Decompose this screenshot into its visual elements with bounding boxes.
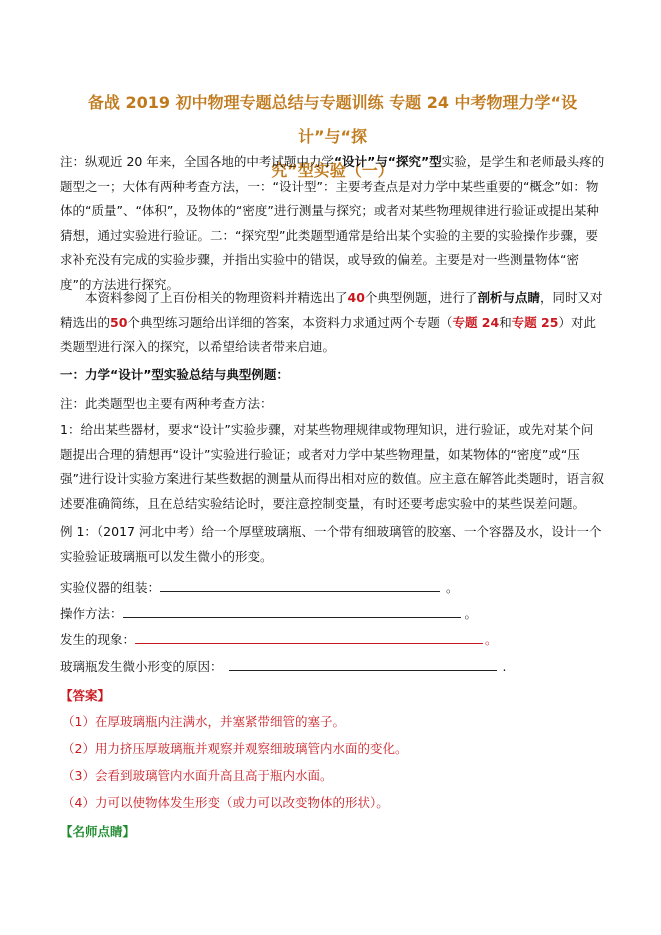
fill-phenomenon xyxy=(60,630,498,650)
fill-assembly-end: 。 xyxy=(446,580,459,595)
title-line-2: 究”型实验（一） xyxy=(271,161,394,180)
answer-tag: 【答案】 xyxy=(60,688,111,703)
count-40: 40 xyxy=(347,290,365,305)
answer-2: （2）用力挤压厚玻璃瓶并观察并观察细玻璃管内水面的变化。 xyxy=(62,741,408,756)
fill-reason-blank[interactable] xyxy=(229,658,497,671)
analysis-bold: 剖析与点睛 xyxy=(477,290,540,305)
fill-operation-blank[interactable] xyxy=(123,605,461,618)
overview-text-2: 个典型例题，进行了 xyxy=(364,290,478,305)
overview-text-4: 个典型练习题给出详细的答案，本资料力求通过两个专题（ xyxy=(127,314,453,330)
intro-text-prefix: 注：纵观近 20 年来，全国各地的中考试题中力学 xyxy=(60,154,334,169)
fill-operation xyxy=(60,604,477,624)
fill-assembly-blank[interactable] xyxy=(160,579,440,592)
fill-assembly-label: 实验仪器的组装： xyxy=(60,580,161,595)
intro-text-rest: 实验，是学生和老师最头疼的题型之一；大体有两种考查方法，一：“设计型”：主要考查点是对力学中某些重要的“概念”如：物体的“质量”、“体积”，及物体的“密度”进行测量与探究；或者对某些物理规律进行验证或提出某种猜想，通过实验进行验证。二：“探究型”此类题型通常是给出某个实验的主要的实验操作步骤，要求补充没有完成的实验步骤，并指出实验中的错误，或导致的偏差。主要是对一些测量物体“密度”的方法进行探究。 xyxy=(60,154,605,292)
fill-operation-label: 操作方法： xyxy=(60,606,123,621)
topic-24: 专题 24 xyxy=(452,314,500,330)
overview-paragraph xyxy=(60,286,605,360)
example-1: 例 1：（2017 河北中考）给一个厚壁玻璃瓶、一个带有细玻璃管的胶塞、一个容器及水，设计一个实验验证玻璃瓶可以发生微小的形变。 xyxy=(60,524,602,564)
title-line-1: 备战 2019 初中物理专题总结与专题训练 专题 24 中考物理力学“设计”与“探 xyxy=(87,93,578,146)
answer-3: （3）会看到玻璃管内水面升高且高于瓶内水面。 xyxy=(62,768,333,783)
count-50: 50 xyxy=(110,314,128,330)
teacher-tip-tag: 【名师点睛】 xyxy=(60,824,136,839)
section-heading: 一：力学“设计”型实验总结与典型例题： xyxy=(60,367,289,382)
overview-text-5: ）对此类题型进行深入的探究，以希望给读者带来启迪。 xyxy=(60,314,596,354)
fill-reason-end: . xyxy=(502,659,507,674)
fill-phenomenon-blank[interactable] xyxy=(135,631,483,644)
method-note: 注：此类题型也主要有两种考查方法： xyxy=(60,396,273,411)
answer-1: （1）在厚玻璃瓶内注满水，并塞紧带细管的塞子。 xyxy=(62,714,345,729)
fill-reason-label: 玻璃瓶发生微小形变的原因： xyxy=(60,659,223,674)
fill-phenomenon-label: 发生的现象： xyxy=(60,632,136,647)
fill-assembly xyxy=(60,578,459,598)
answer-4: （4）力可以使物体发生形变（或力可以改变物体的形状）。 xyxy=(62,795,389,810)
overview-text-1: 本资料参阅了上百份相关的物理资料并精选出了 xyxy=(85,290,348,305)
overview-text-3: ，同时又对精选出的 xyxy=(60,290,603,330)
intro-note xyxy=(60,150,605,297)
topic-25: 专题 25 xyxy=(511,314,559,330)
fill-phenomenon-end: 。 xyxy=(485,632,498,647)
fill-operation-end: 。 xyxy=(464,606,478,621)
overview-and: 和 xyxy=(499,314,512,330)
intro-bold-phrase: “设计”与“探究”型 xyxy=(333,154,442,169)
method-1: 1：给出某些器材，要求“设计”实验步骤，对某些物理规律或物理知识，进行验证，或先对某个问题提出合理的猜想再“设计”实验进行验证；或者对力学中某些物理量，如某物体的“密度”或“压强”进行设计实验方案进行某些数据的测量从而得出相对应的数值。应主意在解答此类题时，语言叙述要准确简练，且在总结实验结论时，要注意控制变量，有时还要考虑实验中的某些误差问题。 xyxy=(60,422,604,511)
fill-reason xyxy=(60,657,507,677)
